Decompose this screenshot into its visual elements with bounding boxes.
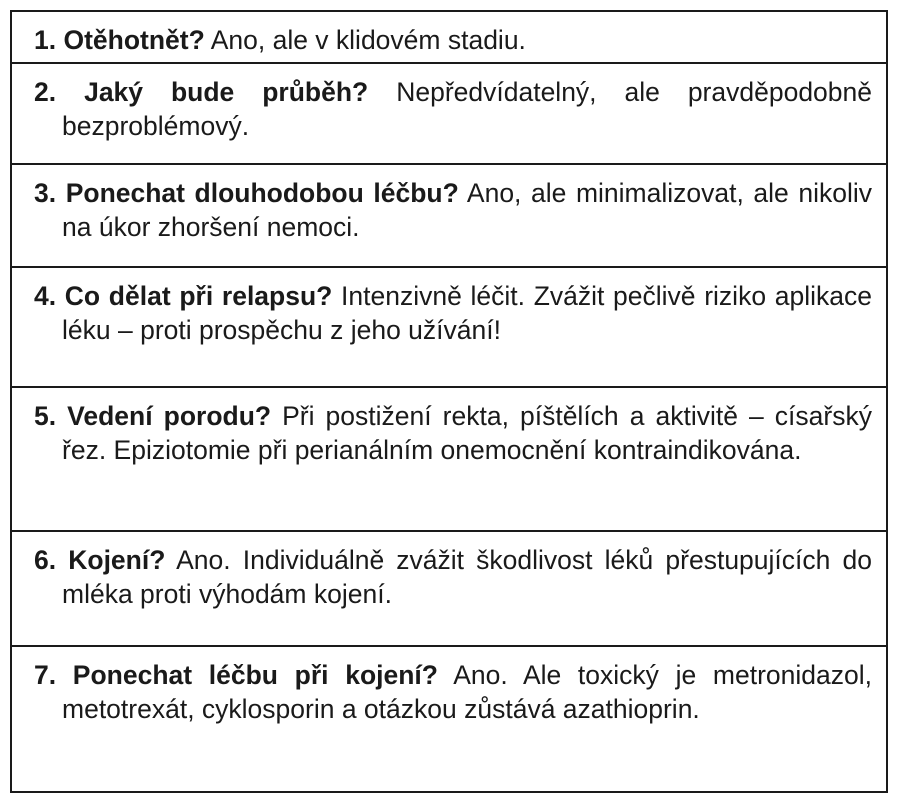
answer-text: Při postižení rekta, píštělích a aktivitě – císařský řez. Epiziotomie při perianálním onemocnění kontraindikována. <box>62 401 872 465</box>
item-number: 5. <box>34 401 57 431</box>
qa-paragraph <box>34 543 872 611</box>
qa-row <box>12 645 886 791</box>
qa-row <box>12 530 886 645</box>
item-number: 4. <box>34 281 57 311</box>
answer-text: Ano, ale v klidovém stadiu. <box>210 25 526 55</box>
qa-row <box>12 163 886 266</box>
item-number: 6. <box>34 545 57 575</box>
question-text: Jaký bude průběh? <box>84 77 369 107</box>
qa-row <box>12 62 886 163</box>
qa-paragraph <box>34 279 872 347</box>
item-number: 3. <box>34 178 57 208</box>
question-text: Kojení? <box>68 545 166 575</box>
question-text: Vedení porodu? <box>67 401 272 431</box>
question-text: Ponechat dlouhodobou léčbu? <box>65 178 459 208</box>
qa-paragraph <box>34 399 872 467</box>
answer-text: Ano, ale minimalizovat, ale nikoliv na úkor zhoršení nemoci. <box>62 178 872 242</box>
question-text: Otěhotnět? <box>63 25 205 55</box>
item-number: 1. <box>34 25 57 55</box>
item-number: 2. <box>34 77 57 107</box>
qa-table <box>10 10 888 793</box>
qa-row <box>12 12 886 62</box>
answer-text: Nepředvídatelný, ale pravděpodobně bezproblémový. <box>62 77 873 141</box>
qa-row <box>12 266 886 386</box>
answer-text: Ano. Individuálně zvážit škodlivost léků přestupujících do mléka proti výhodám kojení. <box>62 545 872 609</box>
item-number: 7. <box>34 660 57 690</box>
question-text: Co dělat při relapsu? <box>64 281 333 311</box>
qa-paragraph <box>34 658 872 726</box>
answer-text: Intenzivně léčit. Zvážit pečlivě riziko aplikace léku – proti prospěchu z jeho užívání! <box>62 281 872 345</box>
qa-paragraph <box>34 23 872 57</box>
qa-paragraph <box>34 75 872 143</box>
qa-row <box>12 386 886 530</box>
qa-paragraph <box>34 176 872 244</box>
question-text: Ponechat léčbu při kojení? <box>72 660 438 690</box>
answer-text: Ano. Ale toxický je metronidazol, metotrexát, cyklosporin a otázkou zůstává azathioprin. <box>62 660 872 724</box>
